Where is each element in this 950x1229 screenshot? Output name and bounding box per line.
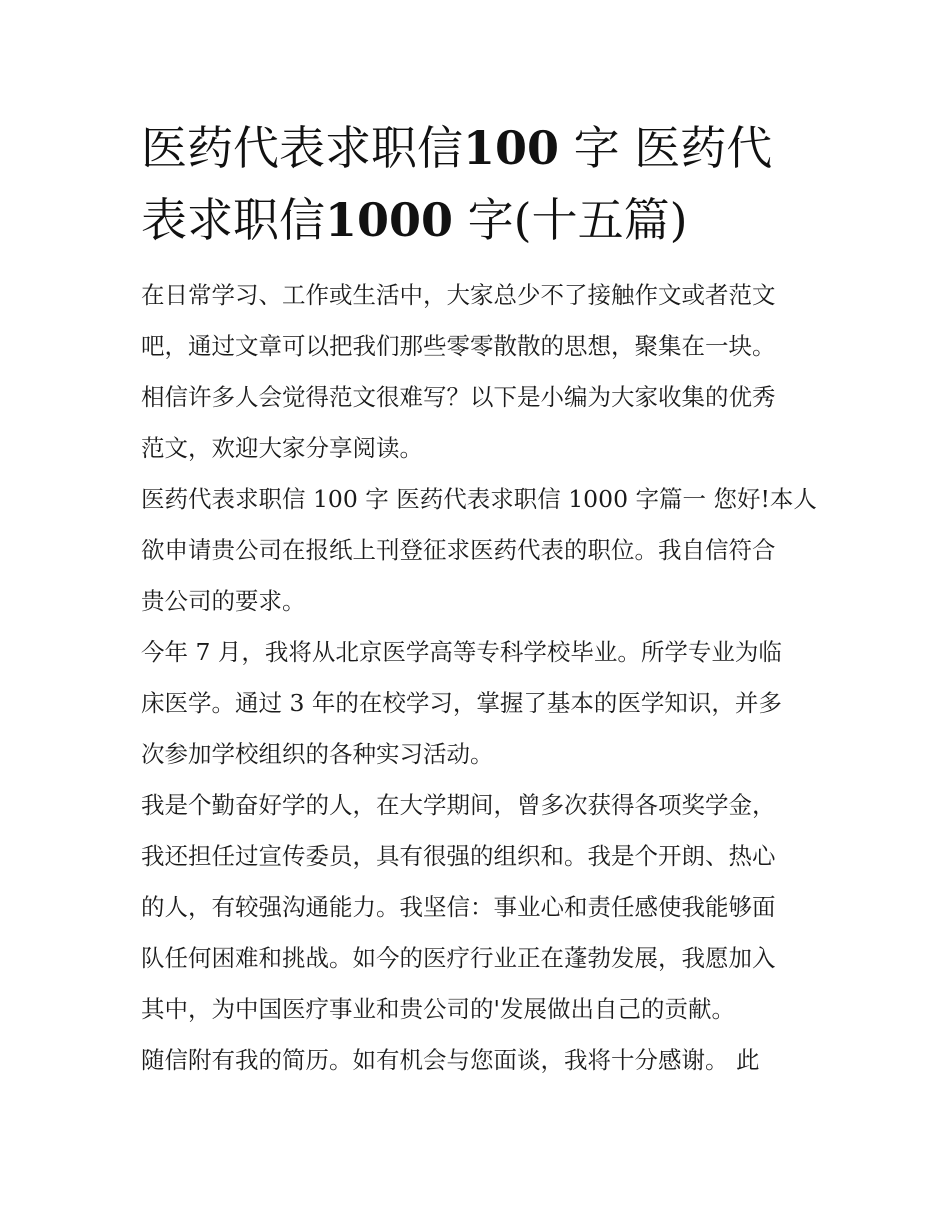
paragraph-line: 范文，欢迎大家分享阅读。: [141, 434, 423, 462]
document-title: [141, 112, 813, 256]
paragraph-line: 床医学。通过 3 年的在校学习，掌握了基本的医学知识，并多: [141, 689, 782, 717]
title-line-1: [141, 112, 813, 184]
paragraph-line: 其中，为中国医疗事业和贵公司的'发展做出自己的贡献。: [141, 995, 735, 1023]
paragraph-line: 医药代表求职信 100 字 医药代表求职信 1000 字篇一 您好!本人: [141, 485, 817, 513]
paragraph-letter-opening: [141, 474, 817, 627]
paragraph-closing: [141, 1035, 813, 1086]
title-line-2-text-c: 字(十五篇): [453, 193, 688, 247]
paragraph-line: 次参加学校组织的各种实习活动。: [141, 740, 494, 768]
title-line-1-text-c: 字 医药代: [559, 121, 773, 175]
paragraph-line: 相信许多人会觉得范文很难写？以下是小编为大家收集的优秀: [141, 383, 776, 411]
paragraph-line: 在日常学习、工作或生活中，大家总少不了接触作文或者范文: [141, 281, 776, 309]
paragraph-line: 我还担任过宣传委员，具有很强的组织和。我是个开朗、热心: [141, 842, 776, 870]
paragraph-education: [141, 627, 813, 780]
paragraph-line: 随信附有我的简历。如有机会与您面谈，我将十分感谢。 此: [141, 1046, 760, 1074]
paragraph-line: 队任何困难和挑战。如今的医疗行业正在蓬勃发展，我愿加入: [141, 944, 776, 972]
document-page: [141, 112, 817, 1086]
paragraph-line: 我是个勤奋好学的人，在大学期间，曾多次获得各项奖学金，: [141, 791, 776, 819]
paragraph-line: 今年 7 月，我将从北京医学高等专科学校毕业。所学专业为临: [141, 638, 782, 666]
title-line-2-number: 1000: [325, 193, 454, 247]
paragraph-line: 欲申请贵公司在报纸上刊登征求医药代表的职位。我自信符合: [141, 536, 776, 564]
title-line-2-text-a: 表求职信: [141, 193, 325, 247]
paragraph-line: 吧，通过文章可以把我们那些零零散散的思想，聚集在一块。: [141, 332, 776, 360]
title-line-1-number: 100: [463, 121, 560, 175]
paragraph-personality: [141, 780, 813, 1035]
paragraph-intro: [141, 270, 813, 474]
title-line-1-text-a: 医药代表求职信: [141, 121, 463, 175]
paragraph-line: 的人，有较强沟通能力。我坚信：事业心和责任感使我能够面: [141, 893, 776, 921]
paragraph-line: 贵公司的要求。: [141, 587, 306, 615]
document-body: [141, 270, 817, 1086]
title-line-2: [141, 184, 813, 256]
